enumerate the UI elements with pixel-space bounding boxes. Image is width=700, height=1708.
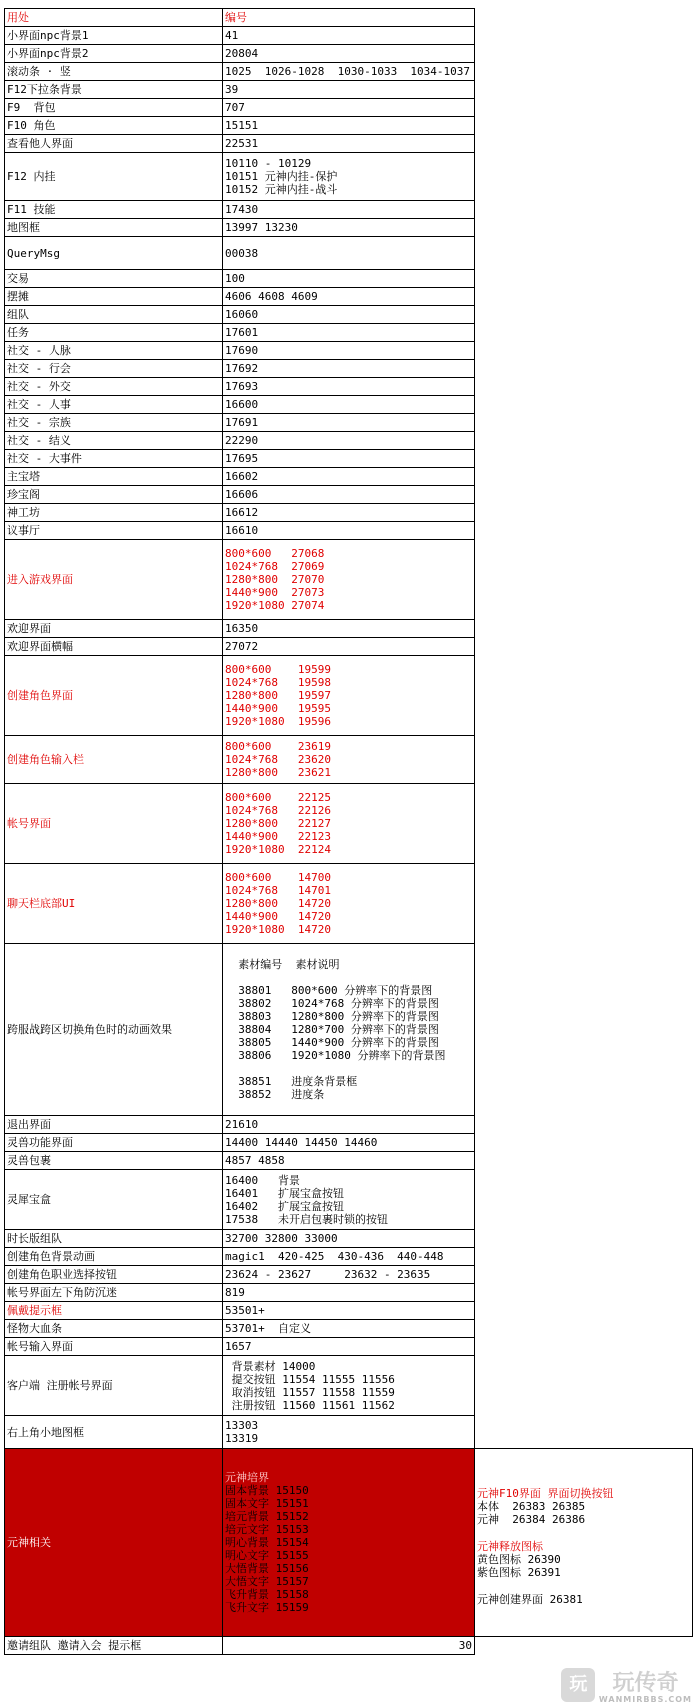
empty-cell <box>475 1356 693 1416</box>
table-row <box>5 237 693 270</box>
number-cell[interactable]: 16060 <box>223 306 475 324</box>
table-row <box>5 1152 693 1170</box>
empty-cell <box>475 504 693 522</box>
usage-cell[interactable]: 社交 - 大事件 <box>5 450 223 468</box>
empty-cell <box>475 1134 693 1152</box>
empty-cell <box>475 237 693 270</box>
usage-cell[interactable]: 创建角色职业选择按钮 <box>5 1266 223 1284</box>
header-number[interactable]: 编号 <box>223 9 475 27</box>
table-row <box>5 1266 693 1284</box>
empty-cell <box>475 99 693 117</box>
number-cell[interactable]: 16400 背景 16401 扩展宝盒按钮 16402 扩展宝盒按钮 17538 未开启包裹时锁的按钮 <box>223 1170 475 1230</box>
usage-cell[interactable]: 社交 - 外交 <box>5 378 223 396</box>
empty-cell <box>475 117 693 135</box>
number-cell[interactable]: 39 <box>223 81 475 99</box>
empty-cell <box>475 432 693 450</box>
usage-cell[interactable]: 地图框 <box>5 219 223 237</box>
usage-cell[interactable]: 帐号输入界面 <box>5 1338 223 1356</box>
usage-cell[interactable]: 社交 - 人脉 <box>5 342 223 360</box>
empty-cell <box>475 135 693 153</box>
number-cell[interactable]: 32700 32800 33000 <box>223 1230 475 1248</box>
usage-cell[interactable]: QueryMsg <box>5 237 223 270</box>
number-cell[interactable]: 1657 <box>223 1338 475 1356</box>
yuanshen-cultivate-list: 固本背景 15150 固本文字 15151 培元背景 15152 培元文字 15153 明心背景 15154 明心文字 15155 大悟背景 15156 大悟文字 15157 飞升背景 15158 飞升文字 15159 <box>225 1484 309 1614</box>
usage-cell[interactable]: 小界面npc背景2 <box>5 45 223 63</box>
table-row <box>5 324 693 342</box>
table-row <box>5 414 693 432</box>
usage-cell[interactable]: F12 内挂 <box>5 153 223 201</box>
usage-cell[interactable]: 社交 - 宗族 <box>5 414 223 432</box>
empty-cell <box>475 1152 693 1170</box>
table-row <box>5 540 693 620</box>
number-cell[interactable]: 16606 <box>223 486 475 504</box>
number-cell[interactable]: 1025 1026-1028 1030-1033 1034-1037 <box>223 63 475 81</box>
table-row <box>5 1338 693 1356</box>
usage-cell[interactable]: 创建角色背景动画 <box>5 1248 223 1266</box>
number-cell[interactable]: 13303 13319 <box>223 1416 475 1449</box>
empty-cell <box>475 944 693 1116</box>
number-cell[interactable]: 17690 <box>223 342 475 360</box>
empty-cell <box>475 1637 693 1655</box>
table-row <box>5 1284 693 1302</box>
empty-cell <box>475 1230 693 1248</box>
usage-cell[interactable]: 小界面npc背景1 <box>5 27 223 45</box>
number-cell[interactable]: magic1 420-425 430-436 440-448 <box>223 1248 475 1266</box>
number-cell[interactable]: 800*600 22125 1024*768 22126 1280*800 22127 1440*900 22123 1920*1080 22124 <box>223 784 475 864</box>
usage-cell[interactable]: 议事厅 <box>5 522 223 540</box>
usage-cell[interactable]: 创建角色界面 <box>5 656 223 736</box>
table-row <box>5 27 693 45</box>
number-cell[interactable]: 4857 4858 <box>223 1152 475 1170</box>
table-row <box>5 342 693 360</box>
table-row <box>5 81 693 99</box>
yuanshen-f10-title: 元神F10界面 界面切换按钮 <box>477 1487 614 1500</box>
number-cell[interactable]: 17430 <box>223 201 475 219</box>
empty-cell <box>475 342 693 360</box>
number-cell[interactable]: 15151 <box>223 117 475 135</box>
table-row <box>5 620 693 638</box>
number-cell[interactable]: 20804 <box>223 45 475 63</box>
usage-cell[interactable]: 交易 <box>5 270 223 288</box>
yuanshen-f10-list: 本体 26383 26385 元神 26384 26386 <box>477 1500 586 1526</box>
empty-cell <box>475 324 693 342</box>
empty-cell <box>475 378 693 396</box>
usage-cell[interactable]: 聊天栏底部UI <box>5 864 223 944</box>
empty-cell <box>475 864 693 944</box>
number-cell[interactable]: 素材编号 素材说明 38801 800*600 分辨率下的背景图 38802 1024*768 分辨率下的背景图 38803 1280*800 分辨率下的背景图 38804 1280*700 分辨率下的背景图 38805 1440*900 分辨率下的背景图 38806 1920*1080 分辨率下的背景图 38851 进度条背景框 38852 进度条 <box>223 944 475 1116</box>
usage-cell[interactable]: 灵犀宝盒 <box>5 1170 223 1230</box>
empty-cell <box>475 360 693 378</box>
empty-cell <box>475 1338 693 1356</box>
empty-cell <box>475 396 693 414</box>
usage-cell[interactable]: 社交 - 行会 <box>5 360 223 378</box>
usage-cell[interactable]: 客户端 注册帐号界面 <box>5 1356 223 1416</box>
yuanshen-create: 元神创建界面 26381 <box>477 1593 583 1606</box>
usage-cell[interactable]: 灵兽功能界面 <box>5 1134 223 1152</box>
table-row <box>5 1248 693 1266</box>
watermark-url: WANMIRBBS.COM <box>598 1695 692 1704</box>
usage-cell[interactable]: 摆摊 <box>5 288 223 306</box>
number-cell[interactable]: 00038 <box>223 237 475 270</box>
empty-cell <box>475 27 693 45</box>
table-row <box>5 201 693 219</box>
number-cell[interactable]: 30 <box>223 1637 475 1655</box>
number-cell[interactable]: 800*600 23619 1024*768 23620 1280*800 23621 <box>223 736 475 784</box>
usage-cell[interactable]: 帐号界面左下角防沉迷 <box>5 1284 223 1302</box>
number-cell[interactable]: 17691 <box>223 414 475 432</box>
table-row <box>5 63 693 81</box>
yuanshen-cultivate-cell[interactable] <box>223 1449 475 1637</box>
number-cell[interactable]: 53501+ <box>223 1302 475 1320</box>
empty-cell <box>475 1284 693 1302</box>
usage-cell[interactable]: 右上角小地图框 <box>5 1416 223 1449</box>
usage-cell[interactable]: 创建角色输入栏 <box>5 736 223 784</box>
number-cell[interactable]: 800*600 27068 1024*768 27069 1280*800 27070 1440*900 27073 1920*1080 27074 <box>223 540 475 620</box>
table-row <box>5 396 693 414</box>
usage-cell[interactable]: F10 角色 <box>5 117 223 135</box>
table-row <box>5 656 693 736</box>
header-row <box>5 9 693 27</box>
usage-cell[interactable]: 社交 - 人事 <box>5 396 223 414</box>
header-usage[interactable]: 用处 <box>5 9 223 27</box>
empty-cell <box>475 1266 693 1284</box>
usage-cell[interactable]: 组队 <box>5 306 223 324</box>
number-cell[interactable]: 13997 13230 <box>223 219 475 237</box>
empty-cell <box>475 522 693 540</box>
empty-cell <box>475 620 693 638</box>
yuanshen-row <box>5 1449 693 1637</box>
usage-cell[interactable]: F11 技能 <box>5 201 223 219</box>
usage-cell[interactable]: 帐号界面 <box>5 784 223 864</box>
number-cell[interactable]: 707 <box>223 99 475 117</box>
empty-cell <box>475 414 693 432</box>
usage-cell[interactable]: F9 背包 <box>5 99 223 117</box>
number-cell[interactable]: 800*600 19599 1024*768 19598 1280*800 19597 1440*900 19595 1920*1080 19596 <box>223 656 475 736</box>
usage-cell[interactable]: F12下拉条背景 <box>5 81 223 99</box>
empty-cell <box>475 736 693 784</box>
table-row <box>5 1116 693 1134</box>
usage-cell[interactable]: 滚动条 · 竖 <box>5 63 223 81</box>
empty-cell <box>475 1320 693 1338</box>
table-row <box>5 1134 693 1152</box>
empty-cell <box>475 288 693 306</box>
yuanshen-extra-cell[interactable] <box>475 1449 693 1637</box>
number-cell[interactable]: 背景素材 14000 提交按钮 11554 11555 11556 取消按钮 11557 11558 11559 注册按钮 11560 11561 11562 <box>223 1356 475 1416</box>
table-row <box>5 522 693 540</box>
number-cell[interactable]: 14400 14440 14450 14460 <box>223 1134 475 1152</box>
empty-cell <box>475 1416 693 1449</box>
number-cell[interactable]: 16350 <box>223 620 475 638</box>
number-cell[interactable]: 16610 <box>223 522 475 540</box>
number-cell[interactable]: 819 <box>223 1284 475 1302</box>
table-row <box>5 306 693 324</box>
yuanshen-release-title: 元神释放图标 <box>477 1540 543 1553</box>
yuanshen-cultivate-title: 元神培界 <box>225 1471 269 1484</box>
empty-cell <box>475 1248 693 1266</box>
watermark <box>561 1666 692 1704</box>
number-cell[interactable]: 17601 <box>223 324 475 342</box>
table-row <box>5 99 693 117</box>
table-row <box>5 135 693 153</box>
empty-cell <box>475 1302 693 1320</box>
table-row <box>5 450 693 468</box>
table-row <box>5 504 693 522</box>
empty-cell <box>475 9 693 27</box>
table-row <box>5 45 693 63</box>
table-row <box>5 270 693 288</box>
table-row <box>5 944 693 1116</box>
table-row <box>5 736 693 784</box>
empty-cell <box>475 153 693 201</box>
empty-cell <box>475 638 693 656</box>
empty-cell <box>475 270 693 288</box>
empty-cell <box>475 219 693 237</box>
empty-cell <box>475 540 693 620</box>
usage-cell[interactable]: 查看他人界面 <box>5 135 223 153</box>
empty-cell <box>475 656 693 736</box>
empty-cell <box>475 468 693 486</box>
usage-cell[interactable]: 神工坊 <box>5 504 223 522</box>
number-cell[interactable]: 16600 <box>223 396 475 414</box>
table-row <box>5 1320 693 1338</box>
usage-cell[interactable]: 时长版组队 <box>5 1230 223 1248</box>
number-cell[interactable]: 800*600 14700 1024*768 14701 1280*800 14720 1440*900 14720 1920*1080 14720 <box>223 864 475 944</box>
number-cell[interactable]: 21610 <box>223 1116 475 1134</box>
number-cell[interactable]: 23624 - 23627 23632 - 23635 <box>223 1266 475 1284</box>
table-row <box>5 486 693 504</box>
number-cell[interactable]: 17692 <box>223 360 475 378</box>
usage-cell[interactable]: 主宝塔 <box>5 468 223 486</box>
empty-cell <box>475 306 693 324</box>
usage-cell[interactable]: 退出界面 <box>5 1116 223 1134</box>
usage-cell[interactable]: 欢迎界面横幅 <box>5 638 223 656</box>
empty-cell <box>475 784 693 864</box>
table-row <box>5 1302 693 1320</box>
table-row <box>5 432 693 450</box>
number-cell[interactable]: 27072 <box>223 638 475 656</box>
number-cell[interactable]: 17695 <box>223 450 475 468</box>
table-row <box>5 638 693 656</box>
yuanshen-release-list: 黄色图标 26390 紫色图标 26391 <box>477 1553 561 1579</box>
usage-cell[interactable]: 邀请组队 邀请入会 提示框 <box>5 1637 223 1655</box>
usage-cell[interactable]: 社交 - 结义 <box>5 432 223 450</box>
watermark-text: 玩传奇 <box>612 1671 679 1696</box>
number-cell[interactable]: 16612 <box>223 504 475 522</box>
number-cell[interactable]: 53701+ 自定义 <box>223 1320 475 1338</box>
table-row <box>5 1170 693 1230</box>
table-row <box>5 153 693 201</box>
table-row <box>5 1637 693 1655</box>
empty-cell <box>475 450 693 468</box>
number-cell[interactable]: 17693 <box>223 378 475 396</box>
number-cell[interactable]: 100 <box>223 270 475 288</box>
table-row <box>5 219 693 237</box>
table-row <box>5 378 693 396</box>
table-row <box>5 360 693 378</box>
number-cell[interactable]: 22290 <box>223 432 475 450</box>
number-cell[interactable]: 41 <box>223 27 475 45</box>
usage-cell[interactable]: 进入游戏界面 <box>5 540 223 620</box>
empty-cell <box>475 1170 693 1230</box>
table-row <box>5 288 693 306</box>
table-row <box>5 784 693 864</box>
empty-cell <box>475 81 693 99</box>
empty-cell <box>475 201 693 219</box>
usage-cell[interactable]: 任务 <box>5 324 223 342</box>
table-row <box>5 1416 693 1449</box>
usage-cell[interactable]: 佩戴提示框 <box>5 1302 223 1320</box>
usage-cell[interactable]: 灵兽包裹 <box>5 1152 223 1170</box>
empty-cell <box>475 45 693 63</box>
table-row <box>5 1356 693 1416</box>
spreadsheet-table <box>4 8 693 1655</box>
empty-cell <box>475 1116 693 1134</box>
number-cell[interactable]: 10110 - 10129 10151 元神内挂-保护 10152 元神内挂-战斗 <box>223 153 475 201</box>
empty-cell <box>475 63 693 81</box>
table-row <box>5 117 693 135</box>
table-row <box>5 468 693 486</box>
watermark-logo-icon: 玩 <box>561 1668 595 1702</box>
usage-cell[interactable]: 欢迎界面 <box>5 620 223 638</box>
yuanshen-label[interactable]: 元神相关 <box>5 1449 223 1637</box>
number-cell[interactable]: 4606 4608 4609 <box>223 288 475 306</box>
usage-cell[interactable]: 怪物大血条 <box>5 1320 223 1338</box>
number-cell[interactable]: 16602 <box>223 468 475 486</box>
empty-cell <box>475 486 693 504</box>
usage-cell[interactable]: 珍宝阁 <box>5 486 223 504</box>
table-row <box>5 864 693 944</box>
table-row <box>5 1230 693 1248</box>
usage-cell[interactable]: 跨服战跨区切换角色时的动画效果 <box>5 944 223 1116</box>
number-cell[interactable]: 22531 <box>223 135 475 153</box>
